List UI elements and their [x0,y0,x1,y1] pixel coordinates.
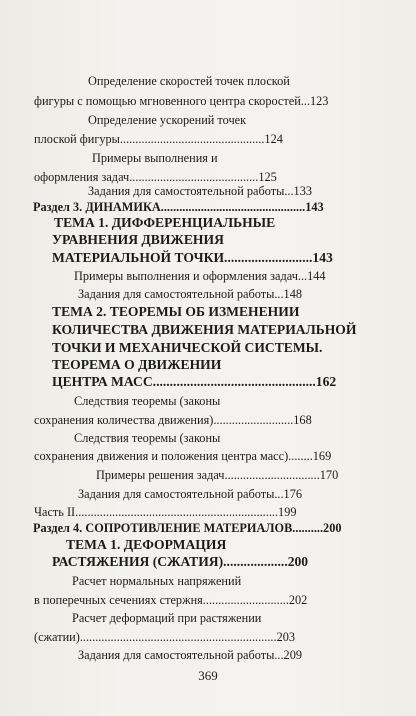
toc-line: (сжатии)................................................................203 [34,630,296,644]
toc-line: Следствия теоремы (законы [74,394,221,408]
topic-heading: РАСТЯЖЕНИЯ (СЖАТИЯ)...................200 [52,554,309,569]
toc-line: оформления задач..........................................125 [34,170,277,184]
toc-line: Расчет деформаций при растяжении [72,611,262,625]
topic-heading: ТОЧКИ И МЕХАНИЧЕСКОЙ СИСТЕМЫ. [52,340,323,355]
toc-line: Примеры выполнения и [92,151,218,165]
section-heading: Раздел 3. ДИНАМИКА...............................................143 [33,200,324,214]
topic-heading: УРАВНЕНИЯ ДВИЖЕНИЯ [52,232,224,247]
toc-line: плоской фигуры...............................................124 [34,132,283,146]
toc-line: Примеры выполнения и оформления задач...144 [74,269,326,283]
toc-line: Задания для самостоятельной работы...209 [78,648,303,662]
toc-line: Определение скоростей точек плоской [88,74,290,88]
toc-line: Определение ускорений точек [88,113,247,127]
toc-line: сохранения движения и положения центра масс)........169 [34,449,332,463]
page-number: 369 [198,668,218,683]
topic-heading: ЦЕНТРА МАСС................................................162 [52,374,337,389]
toc-line: Расчет нормальных напряжений [72,574,242,588]
toc-line: сохранения количества движения)..........................168 [34,413,312,427]
toc-line: фигуры с помощью мгновенного центра скоростей...123 [34,94,329,108]
topic-heading: МАТЕРИАЛЬНОЙ ТОЧКИ..........................143 [52,250,333,265]
toc-line: Задания для самостоятельной работы...133 [88,184,313,198]
toc-line: Часть II..................................................................199 [34,505,297,519]
topic-heading: ТЕМА 1. ДИФФЕРЕНЦИАЛЬНЫЕ [54,215,276,230]
toc-line: в поперечных сечениях стержня............................202 [34,593,308,607]
toc-line: Задания для самостоятельной работы...176 [78,487,303,501]
topic-heading: ТЕОРЕМА О ДВИЖЕНИИ [52,357,222,372]
toc-line: Следствия теоремы (законы [74,431,221,445]
toc-line: Примеры решения задач...............................170 [96,468,339,482]
topic-heading: КОЛИЧЕСТВА ДВИЖЕНИЯ МАТЕРИАЛЬНОЙ [52,322,357,337]
toc-line: Задания для самостоятельной работы...148 [78,287,303,301]
topic-heading: ТЕМА 2. ТЕОРЕМЫ ОБ ИЗМЕНЕНИИ [52,304,300,319]
section-heading: Раздел 4. СОПРОТИВЛЕНИЕ МАТЕРИАЛОВ..........200 [33,521,342,535]
topic-heading: ТЕМА 1. ДЕФОРМАЦИЯ [66,537,227,552]
